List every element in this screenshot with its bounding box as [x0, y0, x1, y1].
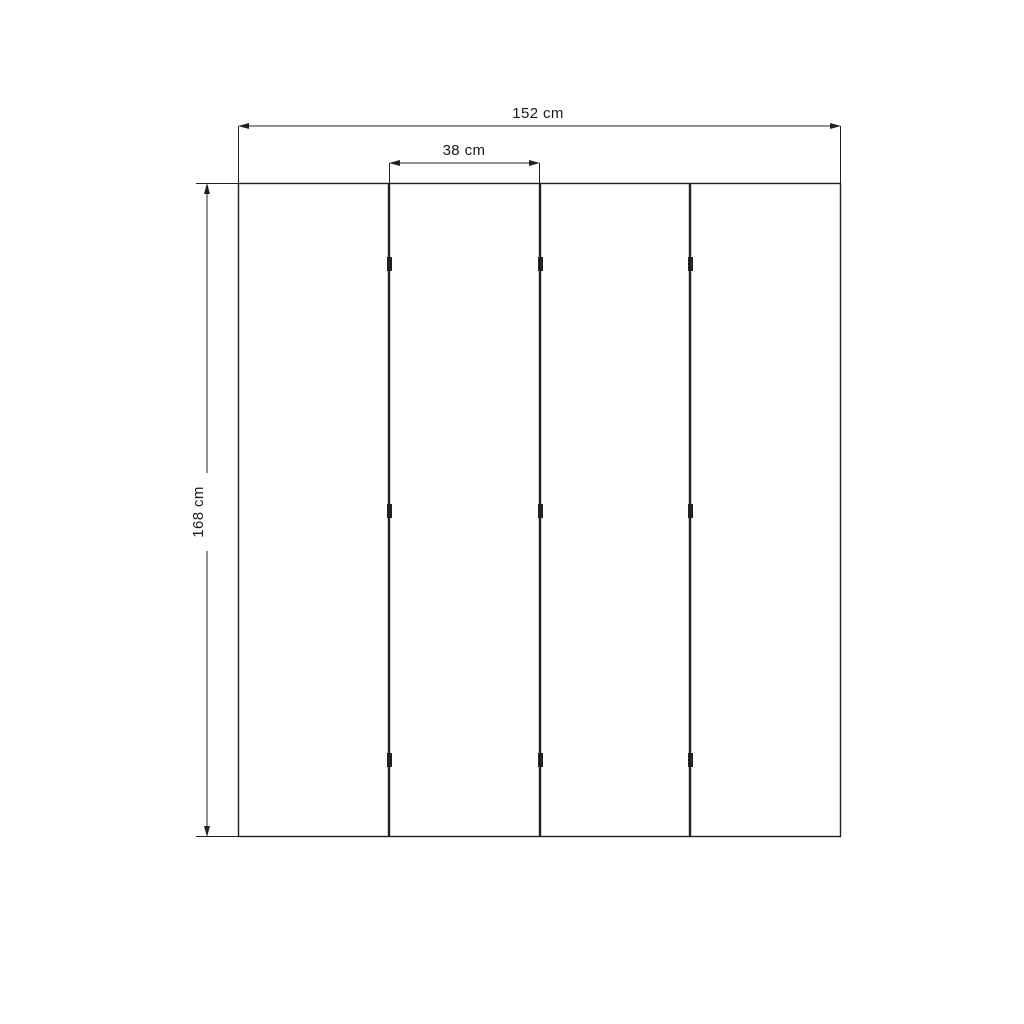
panel-2[interactable]	[390, 184, 540, 837]
hinge-icon	[688, 504, 693, 518]
height-dimension	[190, 183, 240, 837]
total-width-label: 152 cm	[512, 105, 564, 122]
arrow-up-icon	[204, 183, 210, 194]
arrow-right-icon	[830, 123, 841, 129]
panel-width-dimension	[389, 140, 540, 186]
hinge-icon	[387, 753, 392, 767]
panel-1[interactable]	[239, 184, 389, 837]
arrow-down-icon	[204, 826, 210, 837]
hinge-icon	[387, 257, 392, 271]
hinge-icon	[538, 257, 543, 271]
panel-3[interactable]	[541, 184, 690, 837]
hinge-icon	[688, 257, 693, 271]
panel-width-label: 38 cm	[442, 142, 486, 159]
hinge-icon	[538, 753, 543, 767]
hinge-icon	[688, 753, 693, 767]
arrow-left-icon	[238, 123, 249, 129]
panel-arrow-left-icon	[389, 160, 400, 166]
height-label: 168 cm	[190, 486, 207, 538]
panel-4[interactable]	[691, 184, 841, 837]
panel-arrow-right-icon	[529, 160, 540, 166]
hinge-icon	[387, 504, 392, 518]
hinge-icon	[538, 504, 543, 518]
